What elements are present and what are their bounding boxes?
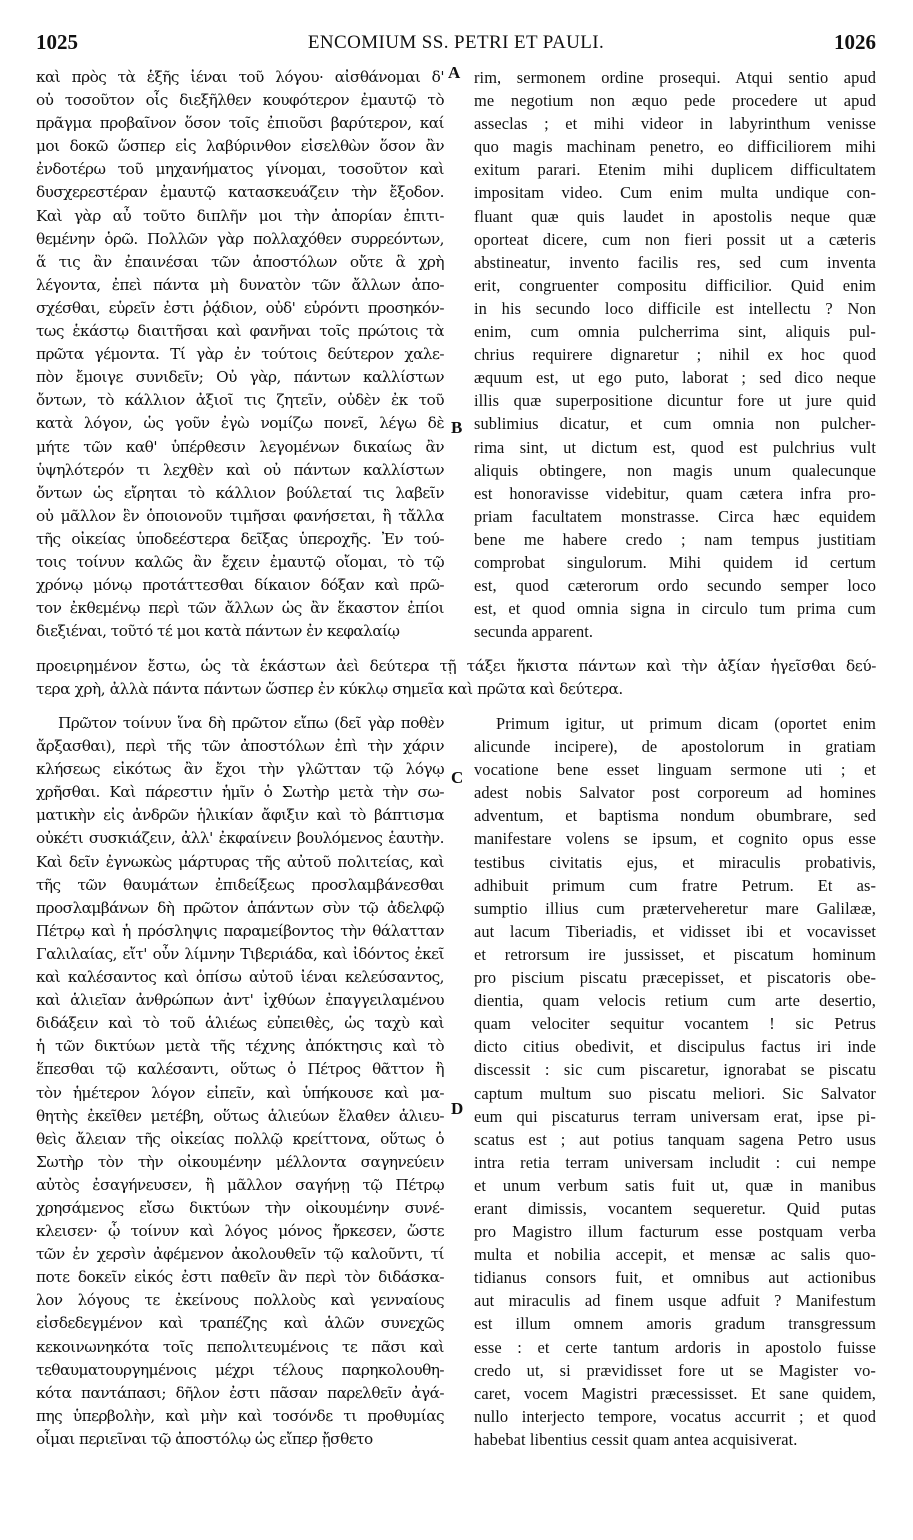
text-line: οὐ μᾶλλον ἓν ὁποιονοῦν τιμῆσαι φανήσεται, ἢ τἄλλα [36, 506, 444, 525]
text-line: priam facultatem monstrasse. Circa hæc equidem [474, 506, 876, 526]
text-line: pro Magistro illum facturum esse postquam verba [474, 1222, 876, 1242]
text-line: τὸν ἡμέτερον λόγον εἰπεῖν, καὶ ὑπήκουσε καὶ μα- [36, 1083, 444, 1102]
text-line: διδάξειν καὶ τὸ τοῦ ἁλιέως εὐπειθὲς, ὡς ταχὺ καὶ [36, 1014, 444, 1033]
text-line: Πέτρῳ καὶ ἡ πρόσληψις παραμείβοντος τὴν θάλατταν [36, 921, 444, 940]
text-line: est, quod cæterorum ordo secundo semper loco [474, 576, 876, 596]
section-marker-d: D [451, 1099, 464, 1118]
text-line: manifestare volens se ipsum, et cognito opus esse [474, 829, 876, 849]
section-marker-a: A [448, 63, 461, 82]
text-line: comprobat singulorum. Mihi quidem id certum [474, 552, 876, 572]
text-line: ἐνδοτέρω τοῦ μηχανήματος γίνομαι, τοσοῦτον καὶ [36, 160, 444, 179]
text-line: illis quæ superpositione dicuntur fore ut jure quid [474, 391, 876, 411]
text-line: nullo interjecto tempore, vocatus accurrit ; et quod [474, 1406, 876, 1426]
running-title: ENCOMIUM SS. PETRI ET PAULI. [307, 32, 605, 53]
text-line: ποτε δοκεῖν εἰκός ἐστι παθεῖν ἂν περὶ τὸν διδάσκα- [36, 1268, 444, 1287]
text-line: me negotium non æquo pede procedere ut apud [474, 91, 876, 111]
text-line: ἕπεσθαι τῷ καλέσαντι, οὕτως ὁ Πέτρος θᾶττον ἢ [36, 1060, 444, 1079]
text-line: πρῶτα γέμοντα. Τί γὰρ ἐν τούτοις δεύτερον χαλε- [36, 345, 444, 364]
text-line: ὄντων ὡς εἴρηται τὸ κάλλιον βούλεταί τις λαβεῖν [36, 483, 444, 502]
text-line: aut lacum Tiberiadis, et vidisset ibi et vocavisset [474, 921, 876, 941]
text-line: κατὰ λόγον, ὡς γοῦν ἐγὼ νομίζω πονεῖ, λέγω δὲ [36, 414, 444, 433]
text-line: esse : et certe tantum ardoris in apostolo fuisse [474, 1337, 876, 1357]
text-line: impositam video. Cum enim multa undique con- [474, 183, 876, 203]
section-marker-c: C [451, 768, 464, 787]
text-line: erit, congruenter compositu difficilior. Quid enim [474, 275, 876, 295]
text-line: dientia, quam velocis retium cum arte desertio, [474, 991, 876, 1011]
text-line: λον λόγους τε ἐκείνους πολλοὺς καὶ γενναίους [36, 1291, 444, 1310]
text-line: πὸν ἔμοιγε συνιδεῖν; Οὐ γὰρ, πάντων καλλίστων [36, 368, 444, 387]
text-line: χρῆσθαι. Καὶ πάρεστιν ἡμῖν ὁ Σωτὴρ μετὰ τὴν σω- [36, 783, 444, 802]
text-line: dicto citius obedivit, et discipulus factus iri inde [474, 1037, 876, 1057]
text-line: ἅ τις ἂν ἐπαινέσαι τῶν ἀποστόλων οὔτε ἃ χρὴ [36, 252, 444, 271]
text-line: καὶ καλέσαντος καὶ ὀπίσω αὐτοῦ ἰέναι κελεύσαντος, [36, 968, 444, 987]
text-line: captum multum suo piscatu meliori. Sic Salvator [474, 1083, 876, 1103]
text-line: διεξιέναι, τοῦτό τέ μοι κατὰ πάντων ἐν κεφαλαίῳ [36, 622, 400, 641]
text-line: ὄντων, τὸ κάλλιον ἀξιοῖ τις ζητεῖν, οὐδὲν ἐκ τοῦ [36, 391, 444, 410]
text-line: sublimius dicatur, et cum omnia non pulcher- [474, 414, 876, 434]
text-line: secunda apparent. [474, 622, 594, 642]
text-line: τοις τοίνυν καλῶς ἂν ἔχειν ἐμαυτῷ οἴομαι, τὸ τῷ [36, 552, 444, 571]
text-line: εἰσδεδεγμένον καὶ τραπέζης καὶ ἁλῶν συνεχῶς [36, 1314, 444, 1333]
text-line: Σωτὴρ τὸν τὴν οἰκουμένην μέλλοντα σαγηνεύειν [36, 1152, 444, 1171]
text-line: est illum omnem amoris gradum transgressum [474, 1314, 876, 1334]
text-line: multa et nobilia accepit, et mensæ ac salis quo- [474, 1245, 876, 1265]
text-line: τῆς τῶν θαυμάτων ἐπιδείξεως προσλαμβάνεσθαι [36, 875, 444, 894]
latin-column-bottom [474, 712, 876, 1451]
text-line: rim, sermonem ordine prosequi. Atqui sentio apud [474, 68, 876, 87]
text-line: intra retia terram universam includit : cui nempe [474, 1152, 876, 1172]
text-line: οἶμαι περιεῖναι τῷ ἀποστόλῳ ὡς εἴπερ ᾔσθετο [36, 1429, 373, 1448]
text-line: tidianus consors fuit, et omnibus aut actionibus [474, 1268, 876, 1288]
text-line: χρησάμενος εἴσω δικτύων τὴν οἰκουμένην συνέ- [36, 1198, 444, 1217]
text-line: προειρημένον ἔστω, ὡς τὰ ἑκάστων ἀεὶ δεύτερα τῇ τάξει ἥκιστα πάντων καὶ τὴν ἀξίαν ἡγεῖσθαι δεύ- [36, 657, 876, 675]
text-line: οὐ τοσοῦτον οἷς διεξῆλθεν κουφότερον ἐμαυτῷ τὸ [36, 91, 444, 110]
text-line: aut miraculis ad finem usque adfuit ? Manifestum [474, 1291, 876, 1311]
text-line: quo magis machinam penetro, eo difficiliorem mihi [474, 137, 876, 157]
text-line: θητὴς ἐκεῖθεν μετέβη, οὕτως ἁλιεύων ἔλαθεν ἁλιευ- [36, 1106, 444, 1125]
text-line: τερα χρὴ, ἀλλὰ πάντα πάντων ὥσπερ ἐν κύκλῳ σημεῖα καὶ πρῶτα καὶ δεύτερα. [36, 680, 623, 699]
text-line: enim, cum omnia pulcherrima sint, aliquis pul- [474, 322, 876, 342]
text-line: σχέσθαι, εὑρεῖν ἐστι ῥᾴδιον, οὐδ' εὑρόντι προσηκόν- [36, 298, 444, 317]
text-line: testibus civitatis ejus, et miraculis probativis, [474, 852, 876, 872]
text-line: in his secundo loco difficile est intellectu ? Non [474, 298, 876, 318]
text-line: credo ut, si prævidisset fore ut se Magister vo- [474, 1360, 876, 1380]
text-line: Primum igitur, ut primum dicam (oportet enim [496, 714, 876, 733]
text-line: καὶ ἁλιεῖαν ἀνθρώπων ἀντ' ἰχθύων ἐπαγγειλαμένου [36, 991, 444, 1010]
text-line: ματικὴν εἰς ἀνδρῶν ἡλικίαν ἄφιξιν καὶ τὸ βάπτισμα [36, 806, 444, 825]
text-line: oporteat dicere, cum non fieri possit ut a cæteris [474, 229, 876, 249]
text-line: χρόνῳ μόνῳ προτάττεσθαι δίκαιον δόξαν καὶ πρῶ- [36, 576, 444, 595]
text-line: οὐκέτι συσκιάζειν, ἀλλ' ἐκφαίνειν βουλόμενος ἑαυτὴν. [36, 829, 444, 848]
text-line: vocatione bene esset linguam sermone uti ; et [474, 760, 876, 780]
section-marker-b: B [451, 418, 463, 437]
text-line: est honoravisse videbitur, quam cætera infra pro- [474, 483, 876, 503]
text-line: chrius requirere dignaretur ; nihil ex hoc quod [474, 345, 876, 365]
text-line: κεκοινωνηκότα τοῖς πεπολιτευμένοις τε πᾶσι καὶ [36, 1337, 444, 1356]
text-line: καὶ πρὸς τὰ ἑξῆς ἰέναι τοῦ λόγου· αἰσθάνομαι δ' [36, 68, 444, 86]
text-line: τῶν ἐν χερσὶν ἀφέμενον ἀκολουθεῖν τῷ καλοῦντι, τί [36, 1245, 444, 1264]
greek-full-width-text [36, 655, 876, 701]
text-line: rima sint, ut dictum est, quod est pulchrius vult [474, 437, 876, 457]
text-line: æquum est, ut ego puto, laborat ; sed dico neque [474, 368, 876, 388]
text-line: asseclas ; et mihi videor in labyrinthum venisse [474, 114, 876, 134]
text-line: ἡ τῶν δικτύων μετὰ τῆς τέχνης ἀπόκτησις καὶ τὸ [36, 1037, 444, 1056]
text-line: μήτε τῶν καθ' ὑπέρθεσιν λεγομένων δικαίως ἂν [36, 437, 444, 456]
text-line: caret, vocem Magistri præcessisset. Et sane quidem, [474, 1383, 876, 1403]
text-line: κλεισεν· ᾧ τοίνυν καὶ λόγος μόνος ἤρκεσεν, ὥστε [36, 1222, 444, 1241]
text-line: πης ὑπερβολὴν, καὶ μὴν καὶ τοσόνδε τι προθυμίας [36, 1406, 444, 1425]
text-line: alicunde incipere), de apostolorum in gratiam [474, 737, 876, 757]
text-line: Πρῶτον τοίνυν ἵνα δὴ πρῶτον εἴπω (δεῖ γὰρ ποθὲν [58, 714, 444, 732]
text-line: ἄρξασθαι), περὶ τῆς τῶν ἀποστόλων ἐπὶ τὴν χάριν [36, 737, 444, 756]
text-line: habebat libentius cessit quam antea acquisiverat. [474, 1429, 798, 1449]
text-line: eum qui piscaturus terram universam erat, ipse pi- [474, 1106, 876, 1126]
text-line: τον ἐκθεμένῳ περὶ τῶν ἄλλων ὡς ἂν ἕκαστον ἐπίοι [36, 599, 444, 618]
greek-column-bottom [36, 712, 444, 1451]
text-line: Καὶ δεῖν ἐγνωκὼς μάρτυρας τῆς αὐτοῦ πολιτείας, καὶ [36, 852, 444, 871]
text-line: λέγοντα, ἐπεὶ πάντα μὴ δυνατὸν τῶν ἄλλων ἀπο- [36, 275, 444, 294]
text-line: προσλαμβάνων δὴ πρῶτον ἁπάντων σὺν τῷ ἀδελφῷ [36, 898, 444, 917]
text-line: adhibuit primum cum fratre Petrum. Et as- [474, 875, 876, 895]
text-line: θεὶς ἄλειαν τῆς οἰκείας πολλῷ κρείττονα, οὕτως ὁ [36, 1129, 444, 1148]
text-line: fluant quæ quis laudet in apostolis neque quæ [474, 206, 876, 226]
text-line: τῆς οἰκείας ὑποδεέστερα δεῖξας ὑπεροχῆς. Ἐν τού- [36, 529, 444, 548]
text-line: τεθαυματουργημένοις μέχρι τέλους παρηκολουθη- [36, 1360, 444, 1379]
text-line: pro piscium piscatu præcepisset, et piscatoris obe- [474, 968, 876, 988]
text-line: δυσχερεστέραν ἐμαυτῷ κατασκευάζειν τὴν ἔξοδον. [36, 183, 444, 202]
text-line: θεμένην ὁρῶ. Πολλῶν γὰρ πολλαχόθεν συρρεόντων, [36, 229, 444, 248]
text-line: et retrorsum ire jussisset, et piscatum hominum [474, 944, 876, 964]
text-line: erant dimissis, vocantem sequeretur. Quid putas [474, 1198, 876, 1218]
text-line: et unum verbum satis fuit ut, quæ in manibus [474, 1175, 876, 1195]
latin-column-top [474, 66, 876, 643]
text-line: πρᾶγμα προβαῖνον ὅσον τοῖς ἐπιοῦσι βαρύτερον, καί [36, 114, 444, 133]
text-line: sumptio illius cum præterveheretur mare Galilææ, [474, 898, 876, 918]
text-line: exitum parari. Etenim mihi duplicem difficultatem [474, 160, 876, 180]
text-line: adest nobis Salvator post corporeum ad homines [474, 783, 876, 803]
text-line: κότα παντάπασι; δῆλον ἐστι πᾶσαν παρελθεῖν ἀγά- [36, 1383, 444, 1402]
page-header [36, 30, 876, 60]
text-line: aliquis obtingere, non magis unum qualecunque [474, 460, 876, 480]
text-line: quam velociter sequitur vocantem ! sic Petrus [474, 1014, 876, 1034]
text-line: μοι δοκῶ ὥσπερ εἰς λαβύρινθον εἰσελθὼν ὅσον ἂν [36, 137, 444, 156]
text-line: ὑψηλότερόν τι λεχθὲν καὶ οὐ πάντων καλλίστων [36, 460, 444, 479]
greek-column-top [36, 66, 444, 643]
text-line: Γαλιλαίας, εἴτ' οὖν λίμνην Τιβεριάδα, καὶ ἰδόντος ἐκεῖ [36, 944, 444, 963]
text-line: est, et quod omnia signa in circulo tum prima cum [474, 599, 876, 619]
text-line: Καὶ γὰρ αὖ τοῦτο διπλῆν μοι τὴν ἀπορίαν ἐπιτι- [36, 206, 444, 225]
text-line: bene me habere credo ; nam tempus justitiam [474, 529, 876, 549]
text-line: adventum, et baptisma nondum obumbrare, sed [474, 806, 876, 826]
text-line: κλήσεως εἰκότως ἂν ἔχοι τὴν γλῶτταν τῷ λόγῳ [36, 760, 444, 779]
text-line: scatus est ; aut potius tanquam sagena Petro usus [474, 1129, 876, 1149]
page-number-left: 1025 [36, 30, 78, 54]
text-line: abstineatur, invento facilis res, sed cum inventa [474, 252, 876, 272]
page-number-right: 1026 [834, 30, 876, 54]
text-line: τως ἑκάστῳ διαιτῆσαι καὶ φανῆναι τοῖς πρώτοις τὰ [36, 322, 444, 341]
text-line: αὐτὸς ἐσαγήνευσεν, ἢ μᾶλλον σαγήνῃ τῷ Πέτρῳ [36, 1175, 444, 1194]
text-line: discessit : sic cum piscaretur, ignorabat se piscatu [474, 1060, 876, 1080]
